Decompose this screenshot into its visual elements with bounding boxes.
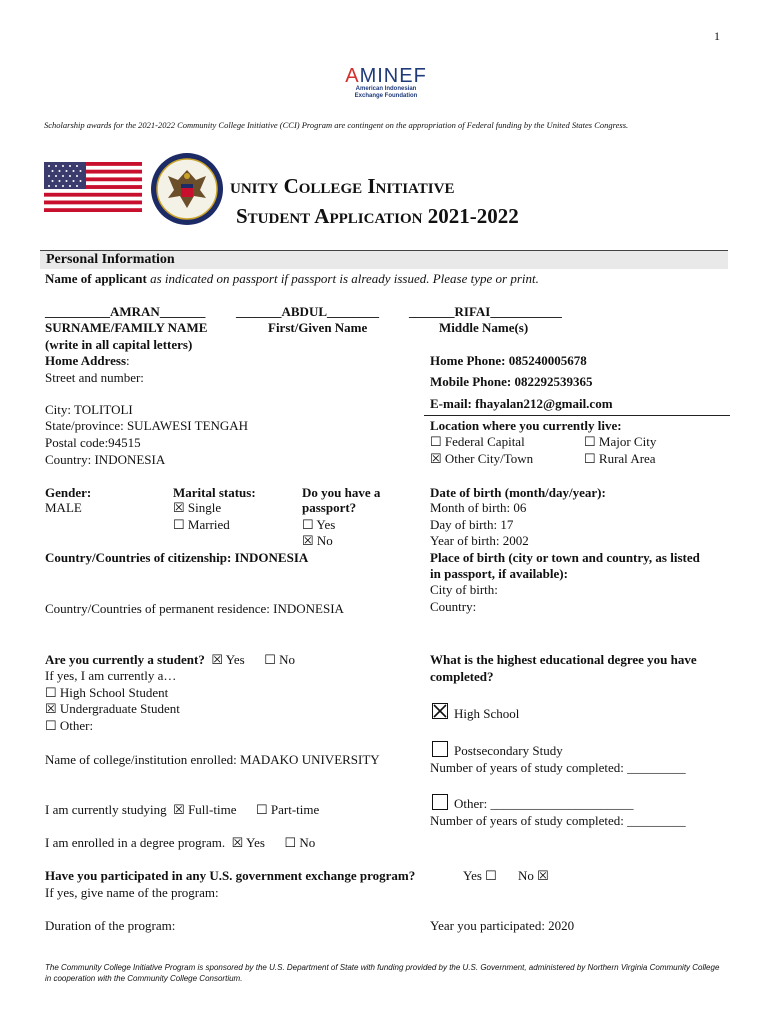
birth-year-field[interactable]: Year of birth: 2002 (430, 533, 529, 548)
home-address-heading: Home Address: (45, 353, 130, 368)
part-time-checkbox[interactable]: ☐ Part-time (255, 802, 320, 817)
country-of-birth-field[interactable]: Country: (430, 599, 477, 614)
postsecondary-checkbox[interactable] (432, 741, 448, 757)
other-student-checkbox[interactable]: ☐ Other: (45, 718, 94, 733)
exchange-program-name-field[interactable]: If yes, give name of the program: (45, 885, 219, 900)
postsecondary-years-field[interactable]: Number of years of study completed: _________ (430, 760, 686, 775)
full-time-checkbox[interactable]: ☒ Full-time (173, 802, 237, 817)
middle-name-field[interactable]: _______RIFAI___________ (409, 304, 562, 319)
married-checkbox[interactable]: ☐ Married (173, 517, 230, 532)
divider-contact (424, 415, 730, 416)
degree-program-yes-checkbox[interactable]: ☒ Yes (231, 835, 265, 850)
checked-x-icon (433, 704, 447, 718)
passport-yes-checkbox[interactable]: ☐ Yes (302, 517, 336, 532)
passport-label-1: Do you have a (302, 485, 381, 500)
form-title-line-2: Student Application 2021-2022 (236, 204, 519, 228)
permanent-residence-field[interactable]: Country/Countries of permanent residence: INDONESIA (45, 601, 344, 616)
single-checkbox[interactable]: ☒ Single (173, 500, 222, 515)
page-number: 1 (714, 29, 720, 43)
place-of-birth-label-1: Place of birth (city or town and country, as listed (430, 550, 700, 565)
department-of-state-seal (150, 152, 224, 226)
college-enrolled-field[interactable]: Name of college/institution enrolled: MADAKO UNIVERSITY (45, 752, 380, 767)
state-field[interactable]: State/province: SULAWESI TENGAH (45, 418, 249, 433)
other-degree-checkbox[interactable] (432, 794, 448, 810)
aminef-logo (338, 66, 434, 106)
surname-note: (write in all capital letters) (45, 337, 193, 352)
form-title-line-1: unity College Initiative (230, 174, 455, 198)
city-field[interactable]: City: TOLITOLI (45, 402, 133, 417)
logo-subtitle-1: American Indonesian (355, 86, 417, 92)
passport-label-2: passport? (302, 500, 357, 515)
student-yes-checkbox[interactable]: ☒ Yes (211, 652, 245, 667)
highest-degree-question-1: What is the highest educational degree you have (430, 652, 697, 667)
postal-code-field[interactable]: Postal code:94515 (45, 435, 141, 450)
country-field[interactable]: Country: INDONESIA (45, 452, 166, 467)
section-title: Personal Information (46, 252, 175, 267)
undergraduate-student-checkbox[interactable]: ☒ Undergraduate Student (45, 701, 180, 716)
high-school-degree-label: High School (454, 706, 520, 721)
if-yes-student-label: If yes, I am currently a… (45, 668, 177, 683)
major-city-checkbox[interactable]: ☐ Major City (584, 434, 657, 449)
other-degree-field[interactable]: Other: ______________________ (454, 796, 634, 811)
degree-program-row: I am enrolled in a degree program. ☒ Yes ☐ No (45, 835, 316, 850)
high-school-student-checkbox[interactable]: ☐ High School Student (45, 685, 169, 700)
citizenship-field[interactable]: Country/Countries of citizenship: INDONESIA (45, 550, 309, 565)
other-degree-years-field[interactable]: Number of years of study completed: _________ (430, 813, 686, 828)
city-of-birth-field[interactable]: City of birth: (430, 582, 498, 597)
logo-wordmark: AMINEF (345, 65, 427, 87)
funding-disclaimer: Scholarship awards for the 2021-2022 Community College Initiative (CCI) Program are contingent on the appropriation of Federal funding by the United States Congress. (44, 120, 629, 130)
rural-area-checkbox[interactable]: ☐ Rural Area (584, 451, 656, 466)
birth-month-field[interactable]: Month of birth: 06 (430, 500, 527, 515)
first-name-label: First/Given Name (268, 320, 368, 335)
highest-degree-question-2: completed? (430, 669, 494, 684)
place-of-birth-label-2: in passport, if available): (430, 566, 568, 581)
birth-day-field[interactable]: Day of birth: 17 (430, 517, 514, 532)
mobile-phone-field[interactable]: Mobile Phone: 082292539365 (430, 374, 593, 389)
home-phone-field[interactable]: Home Phone: 085240005678 (430, 353, 587, 368)
sponsor-footer: The Community College Initiative Program is sponsored by the U.S. Department of State with funding provided by the U.S. Government, administered by Northern Virginia Community College in cooperation with the Community College Consortium. (45, 963, 720, 983)
location-heading: Location where you currently live: (430, 418, 622, 433)
exchange-yes-checkbox[interactable]: Yes ☐ (463, 868, 497, 883)
name-of-applicant-instructions: Name of applicant as indicated on passport if passport is already issued. Please type or print. (45, 271, 539, 286)
passport-no-checkbox[interactable]: ☒ No (302, 533, 333, 548)
section-personal-information (40, 250, 728, 269)
us-flag-image (44, 162, 142, 212)
middle-name-label: Middle Name(s) (439, 320, 529, 335)
other-city-checkbox[interactable]: ☒ Other City/Town (430, 451, 534, 466)
postsecondary-label: Postsecondary Study (454, 743, 563, 758)
federal-capital-checkbox[interactable]: ☐ Federal Capital (430, 434, 525, 449)
exchange-no-checkbox[interactable]: No ☒ (518, 868, 549, 883)
logo-subtitle-2: Exchange Foundation (354, 93, 418, 99)
degree-program-no-checkbox[interactable]: ☐ No (284, 835, 316, 850)
marital-status-label: Marital status: (173, 485, 256, 500)
studying-row: I am currently studying ☒ Full-time ☐ Part-time (45, 802, 320, 817)
gender-value[interactable]: MALE (45, 500, 82, 515)
first-name-field[interactable]: _______ABDUL________ (236, 304, 380, 319)
program-duration-field[interactable]: Duration of the program: (45, 918, 176, 933)
date-of-birth-label: Date of birth (month/day/year): (430, 485, 606, 500)
student-no-checkbox[interactable]: ☐ No (264, 652, 295, 667)
year-participated-field[interactable]: Year you participated: 2020 (430, 918, 575, 933)
high-school-degree-checkbox[interactable] (432, 703, 448, 719)
current-student-question: Are you currently a student? ☒ Yes ☐ No (45, 652, 295, 667)
exchange-program-question: Have you participated in any U.S. government exchange program? (45, 868, 416, 883)
gender-label: Gender: (45, 485, 92, 500)
email-field[interactable]: E-mail: fhayalan212@gmail.com (430, 396, 613, 411)
street-field[interactable]: Street and number: (45, 370, 144, 385)
surname-field[interactable]: __________AMRAN_______ (45, 304, 206, 319)
surname-label: SURNAME/FAMILY NAME (45, 320, 208, 335)
